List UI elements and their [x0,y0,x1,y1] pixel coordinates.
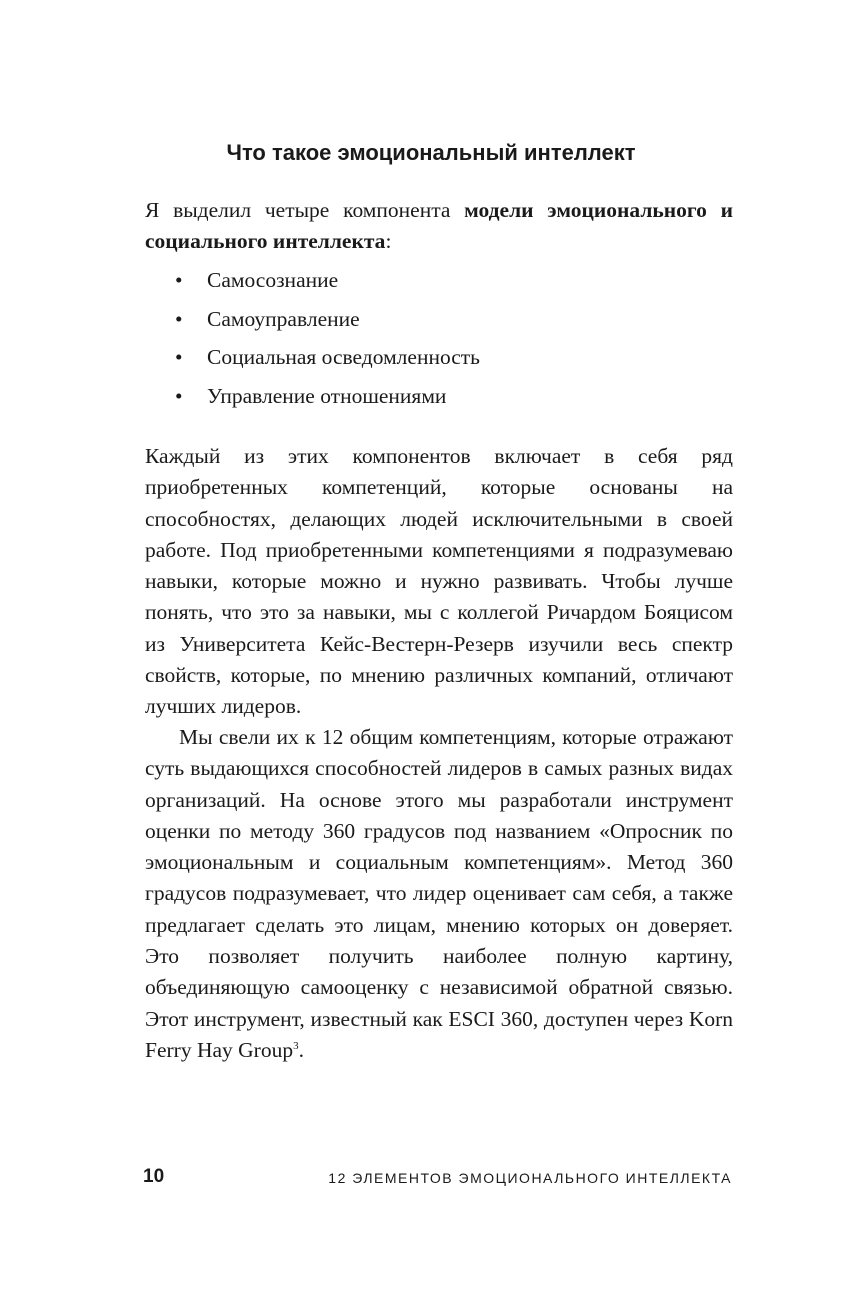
paragraph-esci-end: . [298,1037,304,1062]
page-number: 10 [143,1166,165,1187]
section-heading: Что такое эмоциональный интеллект [226,140,636,165]
intro-paragraph [145,195,733,258]
list-item [175,342,480,381]
paragraph-esci [145,722,733,1066]
list-item [175,304,480,343]
paragraph-competencies: Каждый из этих компонентов включает в себя ряд приобретенных компетенций, которые основаны на способностях, делающих людей исключительными в своей работе. Под приобретенными компетенциями я подразумеваю навыки, которые можно и нужно развивать. Чтобы лучше понять, что это за навыки, мы с коллегой Ричардом Бояцисом из Университета Кейс-Вестерн-Резерв изучили весь спектр свойств, которые, по мнению различных компаний, отличают лучших лидеров. [145,444,733,719]
intro-colon: : [385,229,392,254]
list-item-text: Управление отношениями [207,383,447,408]
list-item-text: Социальная осведомленность [207,345,480,369]
intro-bold-term: модели эмоционального и социального интеллекта [145,198,733,254]
paragraph-esci-text: Мы свели их к 12 общим компетенциям, которые отражают суть выдающихся способностей лидеров в самых разных видах организаций. На основе этого мы разработали инструмент оценки по методу 360 градусов под названием «Опросник по эмоциональным и социальным компетенциям». Метод 360 градусов подразумевает, что лидер оценивает сам себя, а также предлагает сделать это лицам, мнению которых он доверяет. Это позволяет получить наиболее полную картину, объединяющую самооценку с независимой обратной связью. Этот инструмент, известный как ESCI 360, доступен через Korn Ferry Hay Group [145,725,733,1062]
bullet-icon: • [175,383,183,408]
intro-text-start: Я выделил четыре компонента [145,198,465,222]
footnote-reference[interactable]: 3 [293,1039,299,1052]
list-item-text: Самоуправление [207,306,360,331]
list-item [175,265,480,304]
list-item [175,381,480,420]
bullet-icon: • [175,268,183,292]
bullet-icon: • [175,306,183,331]
running-title: 12 ЭЛЕМЕНТОВ ЭМОЦИОНАЛЬНОГО ИНТЕЛЛЕКТА [328,1170,732,1186]
bullet-icon: • [175,345,183,369]
list-item-text: Самосознание [207,268,339,292]
components-list [175,265,480,419]
